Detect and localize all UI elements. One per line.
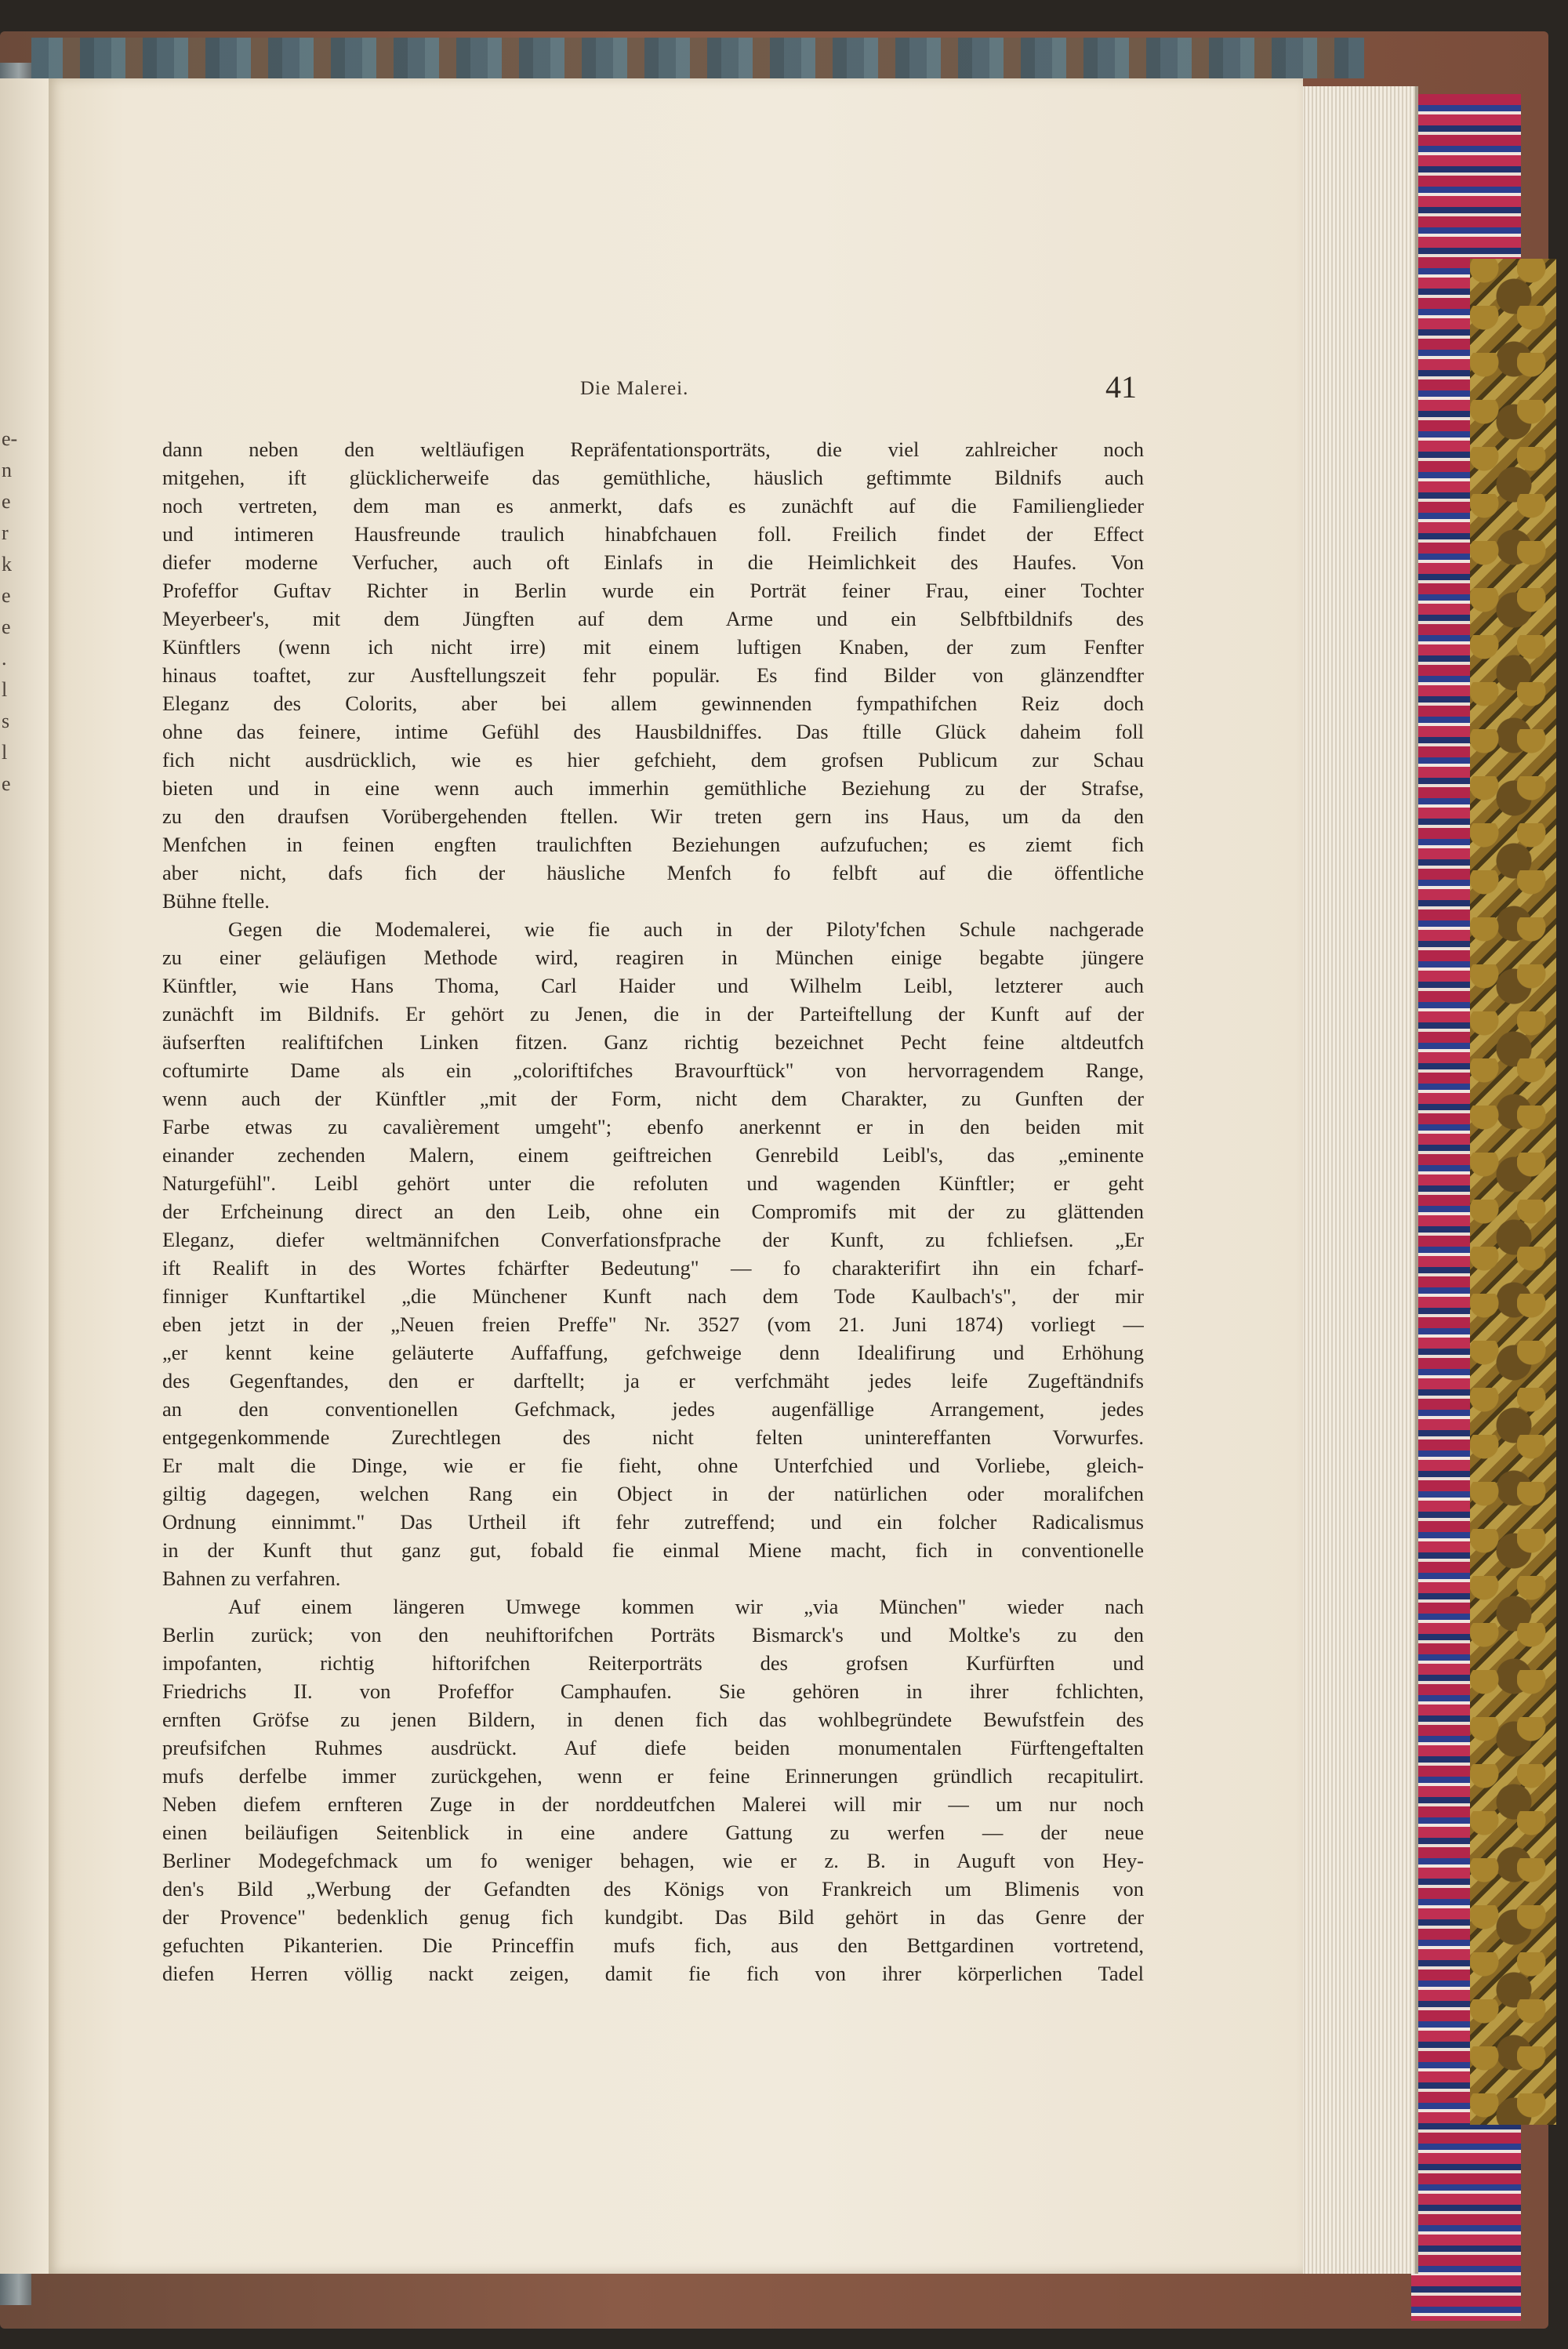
text-line: einander zechenden Malern, einem geiftreichen Genrebild Leibl's, das „eminente bbox=[162, 1143, 1144, 1167]
text-line: hinaus toaftet, zur Ausftellungszeit fehr populär. Es find Bilder von glänzendfter bbox=[162, 663, 1144, 687]
left-page-fragment: e bbox=[2, 772, 11, 795]
text-line: Friedrichs II. von Profeffor Camphaufen. Sie gehören in ihrer fchlichten, bbox=[162, 1679, 1144, 1703]
text-line: Bühne ftelle. bbox=[162, 889, 270, 913]
left-page-fragment: s bbox=[2, 710, 10, 732]
text-line: Eleganz, diefer weltmännifchen Converfationsfprache der Kunft, zu fchliefsen. „Er bbox=[162, 1228, 1144, 1251]
page-number: 41 bbox=[1105, 369, 1137, 405]
left-page-fragment: e bbox=[2, 615, 11, 638]
left-page-sliver bbox=[0, 78, 50, 2274]
text-line: zu einer geläufigen Methode wird, reagiren in München einige begabte jüngere bbox=[162, 946, 1144, 969]
page-block-edges bbox=[1298, 86, 1418, 2274]
text-line: Meyerbeer's, mit dem Jüngften auf dem Arme und ein Selbftbildnifs des bbox=[162, 607, 1144, 630]
text-line: mitgehen, ift glücklicherweife das gemüthliche, häuslich geftimmte Bildnifs auch bbox=[162, 466, 1144, 489]
text-line: Er malt die Dinge, wie er fie fieht, ohne Unterfchied und Vorliebe, gleich- bbox=[162, 1454, 1144, 1477]
text-line: Eleganz des Colorits, aber bei allem gewinnenden fympathifchen Reiz doch bbox=[162, 692, 1144, 715]
text-line: Auf einem längeren Umwege kommen wir „via München" wieder nach bbox=[228, 1595, 1144, 1618]
text-line: Menfchen in feinen engften traulichften Beziehungen aufzufuchen; es ziemt fich bbox=[162, 833, 1144, 856]
body-text bbox=[162, 435, 1144, 1988]
text-line: Berliner Modegefchmack um fo weniger behagen, wie er z. B. in Auguft von Hey- bbox=[162, 1849, 1144, 1872]
text-line: gefuchten Pikanterien. Die Princeffin mufs fich, aus den Bettgardinen vortretend, bbox=[162, 1933, 1144, 1957]
text-line: Künftler, wie Hans Thoma, Carl Haider und Wilhelm Leibl, letzterer auch bbox=[162, 974, 1144, 997]
left-page-fragment: e bbox=[2, 584, 11, 607]
text-line: noch vertreten, dem man es anmerkt, dafs es zunächft auf die Familienglieder bbox=[162, 494, 1144, 517]
text-line: fich nicht ausdrücklich, wie es hier gefchieht, dem grofsen Publicum zur Schau bbox=[162, 748, 1144, 772]
text-line: den's Bild „Werbung der Gefandten des Königs von Frankreich um Blimenis von bbox=[162, 1877, 1144, 1901]
text-line: aber nicht, dafs fich der häusliche Menfch fo felbft auf die öffentliche bbox=[162, 861, 1144, 884]
text-line: Künftlers (wenn ich nicht irre) mit einem luftigen Knaben, der zum Fenfter bbox=[162, 635, 1144, 659]
text-line: ift Realift in des Wortes fchärfter Bedeutung" — fo charakterifirt ihn ein fcharf- bbox=[162, 1256, 1144, 1280]
text-line: zu den draufsen Vorübergehenden ftellen. Wir treten gern ins Haus, um da den bbox=[162, 804, 1144, 828]
left-page-fragment: l bbox=[2, 678, 8, 701]
left-page-fragment: e bbox=[2, 490, 11, 513]
left-page-fragment: r bbox=[2, 521, 9, 544]
text-line: diefen Herren völlig nackt zeigen, damit fie fich von ihrer körperlichen Tadel bbox=[162, 1962, 1144, 1985]
text-line: Neben diefem ernfteren Zuge in der norddeutfchen Malerei will mir — um nur noch bbox=[162, 1792, 1144, 1816]
text-line: Naturgefühl". Leibl gehört unter die refoluten und wagenden Künftler; er geht bbox=[162, 1171, 1144, 1195]
text-line: ohne das feinere, intime Gefühl des Hausbildniffes. Das ftille Glück daheim foll bbox=[162, 720, 1144, 743]
left-page-fragment: k bbox=[2, 553, 12, 575]
text-line: Ordnung einnimmt." Das Urtheil ift fehr zutreffend; und ein folcher Radicalismus bbox=[162, 1510, 1144, 1534]
text-line: Bahnen zu verfahren. bbox=[162, 1567, 341, 1590]
cover-headband bbox=[31, 38, 1364, 78]
text-line: dann neben den weltläufigen Repräfentationsporträts, die viel zahlreicher noch bbox=[162, 437, 1144, 461]
text-line: bieten und in eine wenn auch immerhin gemüthliche Beziehung zu der Strafse, bbox=[162, 776, 1144, 800]
text-line: preufsifchen Ruhmes ausdrückt. Auf diefe beiden monumentalen Fürftengeftalten bbox=[162, 1736, 1144, 1759]
running-head: Die Malerei. bbox=[580, 378, 689, 399]
text-line: einen beiläufigen Seitenblick in eine andere Gattung zu werfen — der neue bbox=[162, 1821, 1144, 1844]
text-line: äufserften realiftifchen Linken fitzen. Ganz richtig bezeichnet Pecht feine altdeutfch bbox=[162, 1030, 1144, 1054]
text-line: Farbe etwas zu cavalièrement umgeht"; ebenfo anerkennt er in den beiden mit bbox=[162, 1115, 1144, 1138]
left-page-fragment: n bbox=[2, 459, 12, 481]
text-line: finniger Kunftartikel „die Münchener Kunft nach dem Tode Kaulbach's", der mir bbox=[162, 1284, 1144, 1308]
text-line: impofanten, richtig hiftorifchen Reiterporträts des grofsen Kurfürften und bbox=[162, 1651, 1144, 1675]
text-line: zunächft im Bildnifs. Er gehört zu Jenen, die in der Parteiftellung der Kunft auf der bbox=[162, 1002, 1144, 1026]
text-line: coftumirte Dame als ein „coloriftifches Bravourftück" von hervorragendem Range, bbox=[162, 1058, 1144, 1082]
text-line: Berlin zurück; von den neuhiftorifchen Porträts Bismarck's und Moltke's zu den bbox=[162, 1623, 1144, 1646]
text-line: giltig dagegen, welchen Rang ein Object in der natürlichen oder moralifchen bbox=[162, 1482, 1144, 1505]
text-line: „er kennt keine geläuterte Auffaffung, gefchweige denn Idealifirung und Erhöhung bbox=[162, 1341, 1144, 1364]
left-page-fragments bbox=[2, 423, 25, 800]
text-line: mufs derfelbe immer zurückgehen, wenn er feine Erinnerungen gründlich recapitulirt. bbox=[162, 1764, 1144, 1788]
text-line: an den conventionellen Gefchmack, jedes augenfällige Arrangement, jedes bbox=[162, 1397, 1144, 1421]
text-line: in der Kunft thut ganz gut, fobald fie einmal Miene macht, fich in conventionelle bbox=[162, 1538, 1144, 1562]
left-page-fragment: l bbox=[2, 741, 8, 764]
text-line: des Gegenftandes, den er darftellt; ja er verfchmäht jedes leife Zugeftändnifs bbox=[162, 1369, 1144, 1392]
text-line: der Provence" bedenklich genug fich kundgibt. Das Bild gehört in das Genre der bbox=[162, 1905, 1144, 1929]
text-line: ernften Gröfse zu jenen Bildern, in denen fich das wohlbegründete Bewufstfein des bbox=[162, 1708, 1144, 1731]
text-line: eben jetzt in der „Neuen freien Preffe" Nr. 3527 (vom 21. Juni 1874) vorliegt — bbox=[162, 1312, 1144, 1336]
text-line: und intimeren Hausfreunde traulich hinabfchauen foll. Freilich findet der Effect bbox=[162, 522, 1144, 546]
text-line: wenn auch der Künftler „mit der Form, nicht dem Charakter, zu Gunften der bbox=[162, 1087, 1144, 1110]
book-page bbox=[49, 78, 1303, 2274]
left-page-fragment: . bbox=[2, 647, 7, 670]
marbled-endpaper bbox=[1470, 259, 1556, 2125]
text-line: Gegen die Modemalerei, wie fie auch in der Piloty'fchen Schule nachgerade bbox=[228, 917, 1144, 941]
text-line: Profeffor Guftav Richter in Berlin wurde ein Porträt feiner Frau, einer Tochter bbox=[162, 579, 1144, 602]
left-page-fragment: e- bbox=[2, 427, 18, 450]
text-line: entgegenkommende Zurechtlegen des nicht felten unintereffanten Vorwurfes. bbox=[162, 1425, 1144, 1449]
text-line: der Erfcheinung direct an den Leib, ohne ein Compromifs mit der zu glättenden bbox=[162, 1200, 1144, 1223]
text-line: diefer moderne Verfucher, auch oft Einlafs in die Heimlichkeit des Haufes. Von bbox=[162, 550, 1144, 574]
